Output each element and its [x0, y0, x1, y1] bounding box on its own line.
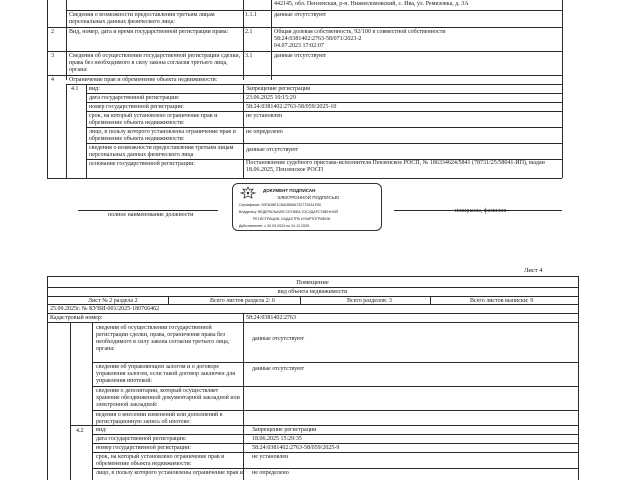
object-title: Помещение: [296, 279, 329, 286]
mortgage-changes-label: ведения о внесении изменений или дополнений в регистрационную запись об ипотеке:: [96, 412, 223, 425]
enc2-type-label: вид:: [96, 427, 107, 433]
enc-term-label: срок, на который установлено ограничение прав и обременение объекта недвижимости:: [89, 113, 218, 126]
enc-type-value: Запрещение регистрации: [246, 86, 311, 92]
row-value: данные отсутствуют: [274, 53, 327, 59]
object-subtitle: вид объекта недвижимости: [277, 289, 348, 295]
row-number: 2: [51, 29, 54, 35]
pledge-manager-label: сведения об управляющем залогом и о договоре управления залогом, если такой договор заключен для управления ипотекой:: [96, 364, 235, 384]
consent-row-value: данные отсутствуют: [252, 336, 305, 342]
enc2-date-label: дата государственной регистрации:: [96, 436, 187, 442]
row-value: данные отсутствуют: [274, 12, 327, 18]
right-type: Общая долевая собственность, 92/100 в совместной собственности: [274, 29, 446, 35]
right-datetime: 04.07.2023 17:02:07: [274, 43, 324, 49]
enc-beneficiary-label: лицо, в пользу которого установлены ограничение прав и обременение объекта недвижимости:: [89, 129, 236, 142]
consent-label: Сведения об осуществлении государственной регистрации сделки, права без необходимого в силу закона согласия третьего лица, органа:: [69, 53, 241, 73]
address-fragment: 442145, обл. Пензенская, р-н. Нижнеломовский, с. Ива, ул. Ремизовка, д. 3А: [274, 1, 469, 7]
enc-date-value: 23.06.2025 10:15:29: [246, 95, 296, 101]
stamp-owner-cont: РЕГИСТРАЦИИ, КАДАСТРА И КАРТОГРАФИИ: [253, 217, 331, 221]
depositary-label: сведения о депозитарии, который осуществляет хранение обездвиженной документарной закладной или электронной закладной:: [96, 388, 240, 408]
info-total-sheets: Всего листов выписки: 9: [470, 298, 534, 304]
enc-number-value: 58:24:0381402:2763-58/059/2025-10: [246, 104, 337, 110]
enc-third-party-label: сведения о возможности предоставления третьим лицам персональных данных физического лица: [89, 145, 234, 158]
stamp-certificate: Сертификат: 00F4D8E1C6A05B9A7327720A1F00: [239, 203, 321, 207]
sheet-number: Лист 4: [524, 267, 543, 274]
enc-beneficiary-value: не определено: [246, 129, 283, 135]
third-party-label: Сведения о возможности предоставления третьим лицам персональных данных физического лица:: [69, 12, 215, 25]
right-number: 58:24:0381402:2763-58/071/2023-2: [274, 36, 362, 42]
extract-date-number: 25.09.2025г. № КУВИ-001/2025-180766462: [50, 306, 160, 312]
row-number: 4: [51, 77, 54, 83]
cadastral-label: Кадастровый номер:: [50, 315, 103, 321]
cadastral-number: 58:24:0381402:2763: [246, 315, 297, 321]
position-caption: полное наименование должности: [108, 212, 194, 218]
enc-type-label: вид:: [89, 86, 100, 92]
info-sheet-in-section: Лист № 2 раздела 2: [88, 298, 138, 304]
eagle-emblem-icon: [239, 186, 257, 200]
enc-basis-value: Постановление судебного пристава-исполнителя Пензенское РОСП, № 186334624/5841 (78731/25/58041-ИП), выдан 18.06.2025, Пензенское РОСП: [246, 160, 545, 173]
row-subnum: 3.1: [245, 53, 253, 59]
info-total-sections: Всего разделов: 3: [347, 298, 392, 304]
enc2-number-value: 58:24:0381402:2763-58/059/2025-9: [252, 445, 340, 451]
enc2-type-value: Запрещение регистрации: [252, 427, 317, 433]
name-caption: инициалы, фамилия: [455, 208, 507, 214]
encumbrance-subnum: 4.2: [76, 428, 84, 434]
enc2-beneficiary-label: лицо, в пользу которого установлены ограничение прав и: [96, 470, 243, 476]
row-number: 3: [51, 53, 54, 59]
enc-third-party-value: данные отсутствуют: [246, 147, 299, 153]
row-subnum: 2.1: [245, 29, 253, 35]
enc-term-value: не установлен: [246, 113, 283, 119]
encumbrance-subnum: 4.1: [71, 86, 79, 92]
enc-basis-label: основание государственной регистрации:: [89, 161, 195, 167]
enc2-number-label: номер государственной регистрации:: [96, 445, 191, 451]
enc2-term-value: не установлен: [252, 454, 289, 460]
enc2-term-label: срок, на который установлено ограничение прав и обременение объекта недвижимости:: [96, 454, 225, 467]
enc2-beneficiary-value: не определено: [252, 470, 289, 476]
encumbrance-heading: Ограничение прав и обременение объекта недвижимости:: [69, 77, 218, 83]
stamp-owner: Владелец: ФЕДЕРАЛЬНАЯ СЛУЖБА ГОСУДАРСТВЕННОЙ: [239, 210, 338, 214]
enc-date-label: дата государственной регистрации:: [89, 95, 180, 101]
electronic-signature-stamp: [232, 183, 382, 231]
stamp-subtitle: ЭЛЕКТРОННОЙ ПОДПИСЬЮ: [277, 195, 340, 200]
row-subnum: 1.1.1: [245, 12, 257, 18]
right-registration-label: Вид, номер, дата и время государственной регистрации права:: [69, 29, 229, 35]
info-section-sheets: Всего листов раздела 2: 6: [210, 298, 275, 304]
consent-row-label: сведения об осуществлении государственной регистрации сделки, права, ограничения права без необходимого в силу закона согласия третьего лица, органа:: [96, 325, 230, 352]
stamp-title: ДОКУМЕНТ ПОДПИСАН: [263, 188, 316, 193]
enc2-date-value: 18.06.2025 15:29:35: [252, 436, 302, 442]
stamp-validity: Действителен: с 30.09.2024 по 24.12.2025: [239, 224, 310, 228]
enc-number-label: номер государственной регистрации:: [89, 104, 184, 110]
pledge-manager-value: данные отсутствуют: [252, 366, 305, 372]
